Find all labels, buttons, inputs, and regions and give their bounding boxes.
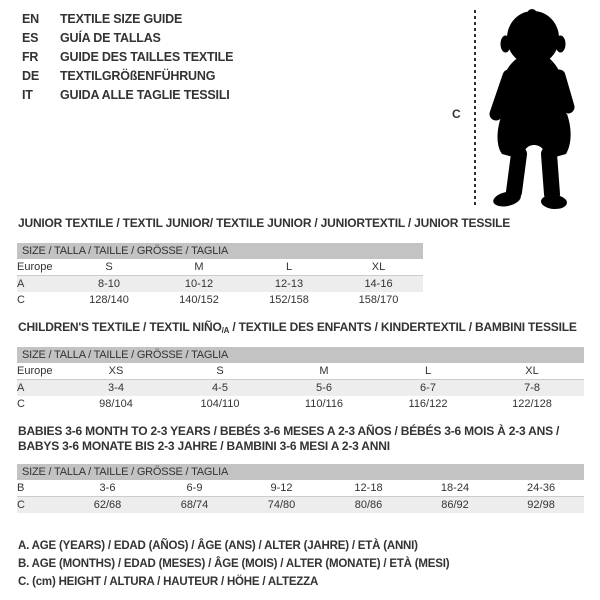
children-title-subscript: /A [221,326,230,335]
table-row [17,380,584,397]
table-cell: 3-6 [64,480,151,497]
legend-line-b: B. AGE (MONTHS) / EDAD (MESES) / ÂGE (MOIS) / ALTER (MONATE) / ETÀ (MESI) [18,558,450,570]
table-row [17,292,423,308]
language-label: TEXTILGRÖßENFÜHRUNG [60,69,216,83]
table-cell: 140/152 [179,294,219,306]
table-cell: 5-6 [272,380,376,397]
language-row-en [22,10,233,29]
row-label: A [17,380,64,397]
table-cell: M [272,363,376,380]
height-measure-label: C [452,107,461,121]
table-cell: XL [480,363,584,380]
children-section-title [18,320,577,338]
table-cell: 14-16 [334,276,423,293]
table-cell: 6-7 [376,380,480,397]
row-label: Europe [17,363,64,380]
junior-size-table [17,243,423,308]
table-cell: 9-12 [238,480,325,497]
junior-section-title: JUNIOR TEXTILE / TEXTIL JUNIOR/ TEXTILE JUNIOR / JUNIORTEXTIL / JUNIOR TESSILE [18,216,511,230]
table-row [17,276,423,293]
table-cell: 4-5 [168,380,272,397]
table-cell: 10-12 [154,276,244,293]
table-cell: 68/74 [151,497,238,514]
language-row-de [22,67,233,86]
table-cell: 122/128 [512,398,552,410]
table-cell: 92/98 [498,497,584,514]
table-cell: 18-24 [412,480,498,497]
language-row-it [22,86,233,105]
table-cell: 12-18 [325,480,412,497]
language-label: GUÍA DE TALLAS [60,31,161,45]
children-size-table [17,347,584,412]
language-code: ES [22,31,39,45]
table-cell: 80/86 [325,497,412,514]
table-cell: 110/116 [304,398,344,410]
table-row [17,480,584,497]
measurement-legend [18,537,449,591]
size-header-label: SIZE / TALLA / TAILLE / GRÖSSE / TAGLIA [17,243,423,259]
children-title-post: / TEXTILE DES ENFANTS / KINDERTEXTIL / BAMBINI TESSILE [229,320,577,334]
babies-title-line2: BABYS 3-6 MONATE BIS 2-3 JAHRE / BAMBINI 3-6 MESI A 2-3 ANNI [18,439,390,453]
language-code: DE [22,69,39,83]
babies-size-table [17,464,584,513]
table-cell: 104/110 [200,398,240,410]
table-cell: 158/170 [358,294,399,306]
language-list [22,10,233,105]
table-cell: 3-4 [64,380,168,397]
table-cell: 7-8 [480,380,584,397]
table-cell: 116/122 [408,398,448,410]
table-cell: 8-10 [64,276,154,293]
row-label: A [17,276,64,293]
language-code: EN [22,12,39,26]
babies-title-line1: BABIES 3-6 MONTH TO 2-3 YEARS / BEBÉS 3-6 MESES A 2-3 AÑOS / BÉBÉS 3-6 MOIS À 2-3 ANS / [18,424,560,438]
language-code: IT [22,88,33,102]
language-code: FR [22,50,39,64]
legend-line-c: C. (cm) HEIGHT / ALTURA / HAUTEUR / HÖHE / ALTEZZA [18,576,319,588]
table-cell: 12-13 [244,276,334,293]
children-title-pre: CHILDREN'S TEXTILE / TEXTIL NIÑO [18,320,222,334]
row-label: B [17,480,64,497]
table-row [17,363,584,380]
table-cell: S [168,363,272,380]
row-label: C [17,294,25,306]
table-cell: 98/104 [99,398,133,410]
babies-section-title [18,424,559,454]
table-cell: M [154,259,244,276]
table-cell: XS [64,363,168,380]
table-row [17,396,584,412]
baby-silhouette-icon [488,6,580,210]
table-cell: 62/68 [64,497,151,514]
table-cell: 86/92 [412,497,498,514]
table-cell: 6-9 [151,480,238,497]
language-label: GUIDA ALLE TAGLIE TESSILI [60,88,230,102]
table-cell: 74/80 [238,497,325,514]
row-label: C [17,398,25,410]
table-row [17,259,423,276]
table-cell: 128/140 [89,294,129,306]
table-cell: 24-36 [498,480,584,497]
language-label: TEXTILE SIZE GUIDE [60,12,183,26]
row-label: Europe [17,259,64,276]
table-cell: 152/158 [269,294,309,306]
legend-line-a: A. AGE (YEARS) / EDAD (AÑOS) / ÂGE (ANS) / ALTER (JAHRE) / ETÀ (ANNI) [18,540,418,552]
language-label: GUIDE DES TAILLES TEXTILE [60,50,234,64]
size-header-label: SIZE / TALLA / TAILLE / GRÖSSE / TAGLIA [17,347,584,363]
size-header-row [17,347,584,363]
table-cell: L [376,363,480,380]
size-header-row [17,243,423,259]
table-cell: XL [334,259,423,276]
table-row [17,497,584,514]
height-dotted-line [474,10,476,206]
table-cell: S [64,259,154,276]
size-header-row [17,464,584,480]
row-label: C [17,497,64,514]
language-row-es [22,29,233,48]
language-row-fr [22,48,233,67]
size-header-label: SIZE / TALLA / TAILLE / GRÖSSE / TAGLIA [17,464,584,480]
table-cell: L [244,259,334,276]
